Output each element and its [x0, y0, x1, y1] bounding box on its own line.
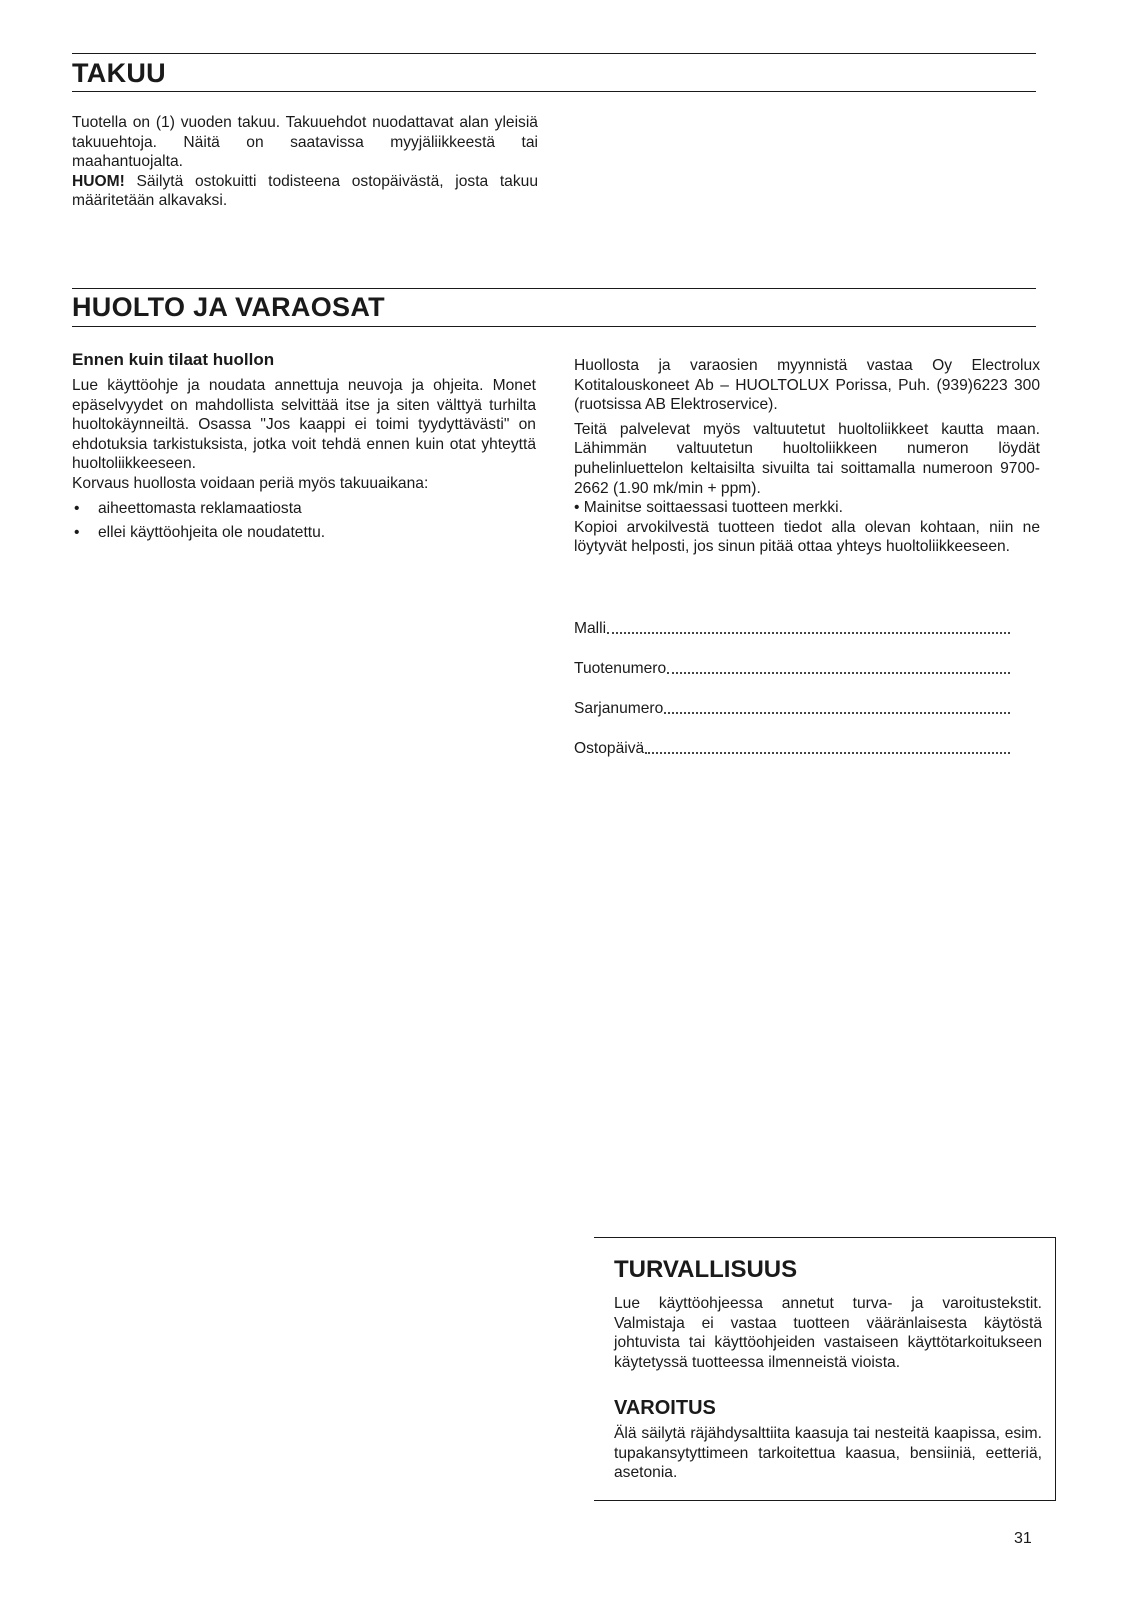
huolto-bullet-list [72, 499, 536, 543]
list-item: • ellei käyttöohjeita ole noudatettu. [72, 523, 536, 543]
warning-title: VAROITUS [614, 1397, 716, 1419]
form-field-dotted-line[interactable] [667, 672, 1010, 674]
form-field-sarjanumero[interactable] [574, 698, 1010, 718]
form-field-ostopaiva[interactable] [574, 738, 1010, 758]
takuu-note-label: HUOM! [72, 172, 125, 190]
safety-title: TURVALLISUUS [614, 1256, 798, 1283]
form-field-tuotenumero[interactable] [574, 658, 1010, 678]
form-field-label: Ostopäivä [574, 740, 645, 757]
safety-box [594, 1237, 1056, 1501]
huolto-bottom-rule [72, 326, 1036, 327]
huolto-right-p3: • Mainitse soittaessasi tuotteen merkki. [574, 499, 843, 517]
form-field-malli[interactable] [574, 618, 1010, 638]
takuu-title: TAKUU [72, 58, 166, 88]
huolto-left-compensation: Korvaus huollosta voidaan periä myös takuuaikana: [72, 474, 429, 492]
form-field-dotted-line[interactable] [664, 712, 1010, 714]
huolto-right-column [574, 356, 1040, 557]
huolto-right-p4: Kopioi arvokilvestä tuotteen tiedot alla olevan kohtaan, niin ne löytyvät helposti, jos sinun pitää ottaa yhteys huoltoliikkeeseen. [574, 518, 1040, 556]
takuu-bottom-rule [72, 91, 1036, 92]
safety-text: Lue käyttöohjeessa annetut turva- ja varoitustekstit. Valmistaja ei vastaa tuotteen vääränlaisesta käytöstä johtuvista tai käyttöohjeiden vastaiseen käyttötarkoitukseen käytetyssä tuotteessa ilmenneistä vioista. [614, 1295, 1042, 1371]
form-field-label: Sarjanumero [574, 700, 664, 717]
takuu-note-text: Säilytä ostokuitti todisteena ostopäivästä, josta takuu määritetään alkavaksi. [72, 172, 538, 210]
huolto-top-rule [72, 288, 1036, 289]
takuu-top-rule [72, 53, 1036, 54]
huolto-left-column [72, 376, 536, 543]
list-item: • aiheettomasta reklamaatiosta [72, 499, 536, 519]
form-field-dotted-line[interactable] [645, 752, 1010, 754]
huolto-left-paragraph: Lue käyttöohje ja noudata annettuja neuvoja ja ohjeita. Monet epäselvyydet on mahdollista selvittää itse ja siten välttyä turhilta huoltokäynneiltä. Osassa "Jos kaappi ei toimi tyydyttävästi" on ehdotuksia tarkistuksista, jotka voit tehdä ennen kuin otat yhteyttä huoltoliikkeeseen. [72, 377, 536, 473]
huolto-title: HUOLTO JA VARAOSAT [72, 292, 385, 322]
huolto-right-p2: Teitä palvelevat myös valtuutetut huoltoliikkeet kautta maan. Lähimmän valtuutetun huoltoliikkeen numeron löydät puhelinluettelon keltaisilta sivuilta tai soittamalla numeroon 9700-2662 (1.90 mk/min + ppm). [574, 420, 1040, 497]
huolto-right-p1: Huollosta ja varaosien myynnistä vastaa Oy Electrolux Kotitalouskoneet Ab – HUOLTOLUX Porissa, Puh. (939)6223 300 (ruotsissa AB Elektroservice). [574, 357, 1040, 414]
takuu-body [72, 113, 538, 211]
form-field-dotted-line[interactable] [607, 632, 1010, 634]
huolto-subtitle: Ennen kuin tilaat huollon [72, 350, 275, 369]
form-field-label: Malli [574, 620, 607, 637]
warning-text: Älä säilytä räjähdysalttiita kaasuja tai nesteitä kaapissa, esim. tupakansytyttimeen tarkoitettua kaasua, bensiiniä, eetteriä, asetonia. [614, 1425, 1042, 1482]
form-field-label: Tuotenumero [574, 660, 667, 677]
takuu-text: Tuotella on (1) vuoden takuu. Takuuehdot nuodattavat alan yleisiä takuuehtoja. Näitä on saatavissa myyjäliikkeestä tai maahantuojalta. [72, 114, 538, 171]
page-number: 31 [1014, 1530, 1032, 1547]
takuu-note [72, 172, 538, 211]
